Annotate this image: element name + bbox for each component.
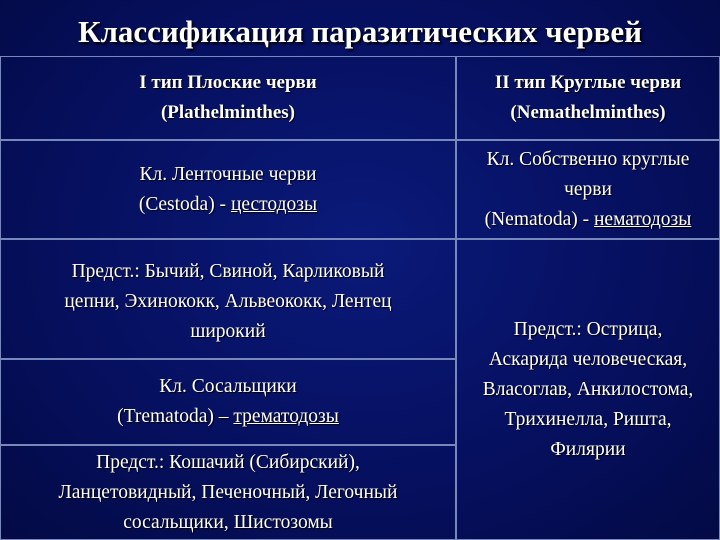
nematoda-reps-line4: Трихинелла, Ришта,: [504, 408, 672, 430]
cestoda-latin: [139, 190, 317, 220]
nematoda-reps-line1: Предст.: Острица,: [513, 318, 663, 340]
trematoda-class: Кл. Сосальщики: [159, 376, 297, 397]
header-roundworms: [456, 56, 720, 140]
header-flatworms: [0, 56, 456, 140]
page-title: Классификация паразитических червей: [78, 14, 642, 49]
classification-table: [0, 56, 720, 540]
cestoda-reps-line2: цепни, Эхинококк, Альвеококк, Лентец: [64, 291, 392, 312]
trematoda-reps-line1: Предст.: Кошачий (Сибирский),: [96, 451, 360, 473]
cestoda-reps-line3: широкий: [190, 321, 266, 342]
nematoda-reps-line5: Филярии: [550, 438, 626, 460]
trematoda-latin: [117, 402, 339, 432]
cell-cestoda: [0, 140, 456, 239]
nematoda-latin: [485, 205, 692, 235]
cell-nematoda: [456, 140, 720, 239]
cell-cestoda-representatives: [0, 239, 456, 359]
nematoda-class-line1: Кл. Собственно круглые: [486, 148, 690, 170]
cestoda-class: Кл. Ленточные черви: [139, 163, 317, 185]
header-flatworms-type: I тип Плоские черви: [139, 72, 317, 93]
cestoda-disease: цестодозы: [230, 193, 318, 215]
nematoda-reps-line3: Власоглав, Анкилостома,: [482, 378, 694, 400]
trematoda-latin-name: (Trematoda) –: [117, 406, 234, 427]
cell-trematoda-representatives: [0, 445, 456, 540]
cestoda-reps-line1: Предст.: Бычий, Свиной, Карликовый: [71, 261, 385, 282]
cell-trematoda: [0, 359, 456, 445]
header-flatworms-latin: (Plathelminthes): [160, 102, 296, 123]
nematoda-latin-name: (Nematoda) -: [484, 208, 594, 230]
nematoda-disease: нематодозы: [593, 208, 692, 230]
cestoda-latin-name: (Cestoda) -: [138, 193, 231, 215]
trematoda-reps-line3: сосальщики, Шистозомы: [123, 511, 333, 533]
header-roundworms-latin: (Nemathelminthes): [510, 102, 666, 123]
trematoda-reps-line2: Ланцетовидный, Печеночный, Легочный: [58, 481, 398, 503]
trematoda-disease: трематодозы: [233, 406, 339, 427]
nematoda-class-line2: черви: [564, 178, 612, 200]
cell-nematoda-representatives: [456, 239, 720, 540]
header-roundworms-type: II тип Круглые черви: [494, 72, 682, 93]
nematoda-reps-line2: Аскарида человеческая,: [488, 348, 688, 370]
